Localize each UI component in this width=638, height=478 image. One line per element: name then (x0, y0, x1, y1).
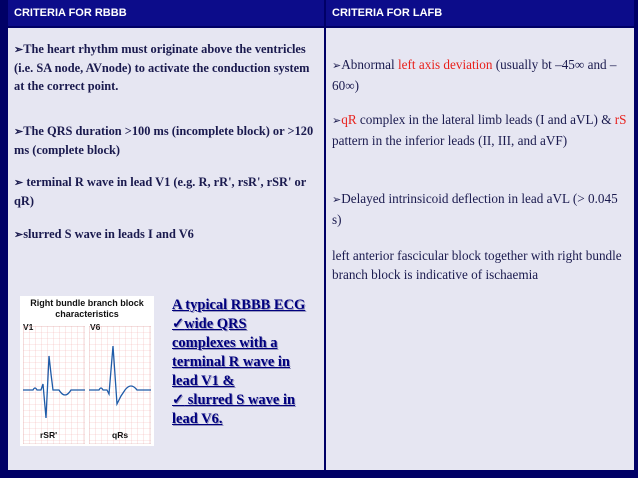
typical-ecg-item-2: ✓ slurred S wave in lead V6. (172, 392, 296, 427)
v1-pattern-label: rSR' (40, 430, 58, 440)
typical-ecg-heading: A typical RBBB ECG (172, 297, 306, 313)
lafb-criterion-2: ➢qR complex in the lateral limb leads (I and aVL) & rS pattern in the inferior leads (II, III, and aVF) (332, 112, 627, 148)
lafb-criterion-1: ➢Abnormal left axis deviation (usually bt –45∞ and –60∞) (332, 57, 617, 93)
v6-ecg-strip (89, 326, 151, 444)
v6-pattern-label: qRs (112, 430, 129, 440)
rbbb-criterion-1: ➢The heart rhythm must originate above the ventricles (i.e. SA node, AVnode) to activate the conduction system at the correct point. (14, 42, 310, 93)
rbbb-header: CRITERIA FOR RBBB (8, 0, 324, 26)
lafb-criterion-3: ➢Delayed intrinsicoid deflection in lead aVL (> 0.045 s) (332, 191, 618, 227)
rbbb-criterion-4: ➢slurred S wave in leads I and V6 (14, 227, 194, 241)
v1-ecg-strip (23, 326, 85, 444)
rbbb-cell (8, 28, 324, 470)
typical-ecg-item-1: ✓wide QRS complexes with a terminal R wave in lead V1 & (172, 316, 290, 389)
criteria-table (8, 0, 634, 470)
rbbb-ecg-image (20, 296, 154, 446)
typical-rbbb-ecg-caption (172, 296, 312, 429)
ecg-image-title: Right bundle branch block characteristics (30, 298, 144, 319)
rbbb-criterion-3: ➢ terminal R wave in lead V1 (e.g. R, rR', rsR', rSR' or qR) (14, 175, 306, 208)
lafb-header: CRITERIA FOR LAFB (326, 0, 634, 26)
rbbb-criterion-2: ➢The QRS duration >100 ms (incomplete block) or >120 ms (complete block) (14, 124, 314, 157)
lafb-rbbb-ischaemia-note: left anterior fascicular block together with right bundle branch block is indicative of ischaemia (332, 248, 622, 282)
lafb-cell (326, 28, 634, 470)
